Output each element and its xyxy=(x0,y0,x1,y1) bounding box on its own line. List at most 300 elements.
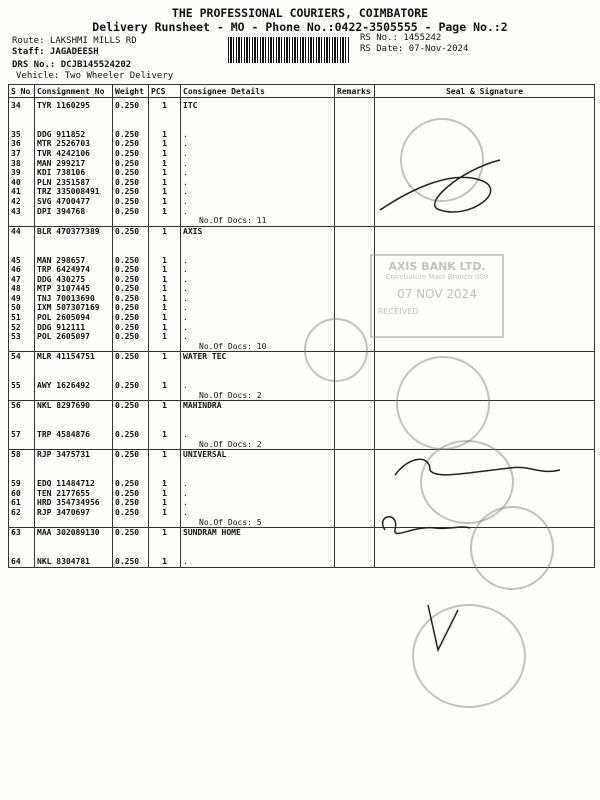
consignee-cell xyxy=(181,538,335,548)
consignment-cell xyxy=(35,460,113,470)
weight-cell: 0.250 xyxy=(113,197,149,207)
consignment-cell: MAA 302089130 xyxy=(35,528,113,538)
sno-cell xyxy=(9,216,35,226)
consignee-cell: . xyxy=(181,294,335,304)
sno-cell xyxy=(9,236,35,246)
sundram-signature xyxy=(418,600,478,660)
sno-cell xyxy=(9,538,35,548)
weight-cell xyxy=(113,236,149,246)
pcs-cell xyxy=(149,518,181,528)
pcs-cell: 1 xyxy=(149,256,181,266)
remarks-cell xyxy=(335,130,375,140)
consignee-cell xyxy=(181,547,335,557)
pcs-cell: 1 xyxy=(149,275,181,285)
sno-cell: 58 xyxy=(9,450,35,460)
consignee-cell: . xyxy=(181,508,335,518)
table-row xyxy=(9,381,595,391)
rs-date-label: RS Date: 07-Nov-2024 xyxy=(360,44,469,54)
col-sno: S No xyxy=(9,85,35,98)
table-row xyxy=(9,430,595,440)
consignment-cell: TYR 1160295 xyxy=(35,98,113,111)
table-row xyxy=(9,372,595,382)
consignee-cell: AXIS xyxy=(181,226,335,236)
consignment-cell xyxy=(35,372,113,382)
table-row xyxy=(9,303,595,313)
table-row xyxy=(9,98,595,111)
consignee-cell: . xyxy=(181,303,335,313)
consignee-cell xyxy=(181,470,335,480)
consignee-cell: . xyxy=(181,159,335,169)
table-row xyxy=(9,246,595,256)
pcs-cell: 1 xyxy=(149,207,181,217)
pcs-cell: 1 xyxy=(149,401,181,411)
consignment-cell xyxy=(35,342,113,352)
table-row xyxy=(9,440,595,450)
sno-cell: 40 xyxy=(9,178,35,188)
weight-cell: 0.250 xyxy=(113,430,149,440)
sno-cell: 52 xyxy=(9,323,35,333)
pcs-cell: 1 xyxy=(149,197,181,207)
remarks-cell xyxy=(335,98,375,111)
weight-cell: 0.250 xyxy=(113,149,149,159)
pcs-cell: 1 xyxy=(149,557,181,567)
consignee-cell: . xyxy=(181,284,335,294)
axis-stamp-date: 07 NOV 2024 xyxy=(397,287,477,301)
pcs-cell: 1 xyxy=(149,168,181,178)
remarks-cell xyxy=(335,284,375,294)
weight-cell: 0.250 xyxy=(113,275,149,285)
remarks-cell xyxy=(335,111,375,121)
remarks-cell xyxy=(335,275,375,285)
weight-cell: 0.250 xyxy=(113,98,149,111)
consignee-cell xyxy=(181,411,335,421)
consignee-cell: . xyxy=(181,275,335,285)
pcs-cell: 1 xyxy=(149,352,181,362)
table-row xyxy=(9,411,595,421)
consignment-cell: DDG 430275 xyxy=(35,275,113,285)
pcs-cell: 1 xyxy=(149,130,181,140)
consignment-cell: MTP 3107445 xyxy=(35,284,113,294)
consignment-cell: RJP 3470697 xyxy=(35,508,113,518)
remarks-cell xyxy=(335,120,375,130)
sno-cell xyxy=(9,411,35,421)
weight-cell: 0.250 xyxy=(113,130,149,140)
consignee-cell: . xyxy=(181,489,335,499)
weight-cell: 0.250 xyxy=(113,332,149,342)
weight-cell: 0.250 xyxy=(113,557,149,567)
consignment-cell xyxy=(35,362,113,372)
table-row xyxy=(9,352,595,362)
table-row xyxy=(9,421,595,431)
consignee-cell: No.Of Docs: 5 xyxy=(181,518,335,528)
sno-cell: 46 xyxy=(9,265,35,275)
weight-cell: 0.250 xyxy=(113,489,149,499)
table-row xyxy=(9,111,595,121)
pcs-cell: 1 xyxy=(149,479,181,489)
sno-cell: 60 xyxy=(9,489,35,499)
col-weight: Weight xyxy=(113,85,149,98)
pcs-cell xyxy=(149,391,181,401)
sno-cell xyxy=(9,547,35,557)
weight-cell: 0.250 xyxy=(113,401,149,411)
sno-cell xyxy=(9,470,35,480)
sno-cell: 38 xyxy=(9,159,35,169)
remarks-cell xyxy=(335,489,375,499)
sno-cell xyxy=(9,391,35,401)
consignment-cell: DDG 912111 xyxy=(35,323,113,333)
pcs-cell: 1 xyxy=(149,381,181,391)
sno-cell: 54 xyxy=(9,352,35,362)
remarks-cell xyxy=(335,401,375,411)
consignment-cell xyxy=(35,246,113,256)
consignee-cell: . xyxy=(181,265,335,275)
remarks-cell xyxy=(335,236,375,246)
universal-stamp xyxy=(470,506,554,590)
remarks-cell xyxy=(335,381,375,391)
pcs-cell xyxy=(149,342,181,352)
sno-cell xyxy=(9,372,35,382)
consignment-cell xyxy=(35,111,113,121)
pcs-cell: 1 xyxy=(149,332,181,342)
watertec-stamp xyxy=(396,356,490,450)
sno-cell: 35 xyxy=(9,130,35,140)
sno-cell: 62 xyxy=(9,508,35,518)
remarks-cell xyxy=(335,430,375,440)
table-row xyxy=(9,391,595,401)
table-row xyxy=(9,139,595,149)
consignment-cell: HRD 354734956 xyxy=(35,498,113,508)
table-row xyxy=(9,265,595,275)
remarks-cell xyxy=(335,178,375,188)
weight-cell: 0.250 xyxy=(113,313,149,323)
consignment-cell xyxy=(35,518,113,528)
pcs-cell: 1 xyxy=(149,313,181,323)
consignee-cell: . xyxy=(181,498,335,508)
consignee-cell: . xyxy=(181,207,335,217)
sno-cell: 49 xyxy=(9,294,35,304)
staff-label: Staff: JAGADEESH xyxy=(12,47,99,57)
sno-cell: 59 xyxy=(9,479,35,489)
weight-cell: 0.250 xyxy=(113,256,149,266)
sno-cell xyxy=(9,120,35,130)
sno-cell xyxy=(9,246,35,256)
col-pcs: PCS xyxy=(149,85,181,98)
remarks-cell xyxy=(335,450,375,460)
sno-cell: 39 xyxy=(9,168,35,178)
remarks-cell xyxy=(335,168,375,178)
seal-cell xyxy=(375,352,595,362)
consignment-cell: DDG 911852 xyxy=(35,130,113,140)
pcs-cell: 1 xyxy=(149,294,181,304)
weight-cell: 0.250 xyxy=(113,479,149,489)
remarks-cell xyxy=(335,265,375,275)
consignment-cell xyxy=(35,470,113,480)
sno-cell: 48 xyxy=(9,284,35,294)
weight-cell xyxy=(113,440,149,450)
weight-cell: 0.250 xyxy=(113,168,149,178)
weight-cell: 0.250 xyxy=(113,178,149,188)
consignee-cell: . xyxy=(181,187,335,197)
pcs-cell: 1 xyxy=(149,450,181,460)
pcs-cell: 1 xyxy=(149,489,181,499)
universal-signature xyxy=(375,510,475,560)
consignment-cell: TRP 4584876 xyxy=(35,430,113,440)
weight-cell: 0.250 xyxy=(113,323,149,333)
weight-cell xyxy=(113,216,149,226)
weight-cell: 0.250 xyxy=(113,139,149,149)
weight-cell: 0.250 xyxy=(113,352,149,362)
consignee-cell: . xyxy=(181,139,335,149)
weight-cell xyxy=(113,538,149,548)
weight-cell xyxy=(113,470,149,480)
consignment-cell: MAN 299217 xyxy=(35,159,113,169)
sno-cell: 57 xyxy=(9,430,35,440)
consignee-cell xyxy=(181,460,335,470)
consignee-cell: No.Of Docs: 10 xyxy=(181,342,335,352)
consignment-cell xyxy=(35,236,113,246)
axis-stamp-branch: Coimbatore Main Branch-009 xyxy=(385,273,489,281)
pcs-cell xyxy=(149,421,181,431)
consignee-cell xyxy=(181,421,335,431)
weight-cell xyxy=(113,246,149,256)
table-row xyxy=(9,256,595,266)
consignment-cell: EDQ 11484712 xyxy=(35,479,113,489)
consignment-cell: TVR 4242106 xyxy=(35,149,113,159)
pcs-cell: 1 xyxy=(149,159,181,169)
consignee-cell: . xyxy=(181,313,335,323)
sno-cell: 43 xyxy=(9,207,35,217)
axis-round-stamp xyxy=(304,318,368,382)
consignment-cell: TRP 6424974 xyxy=(35,265,113,275)
table-row xyxy=(9,323,595,333)
weight-cell: 0.250 xyxy=(113,381,149,391)
table-row xyxy=(9,401,595,411)
consignment-cell xyxy=(35,216,113,226)
rs-no-label: RS No.: 1455242 xyxy=(360,33,442,43)
remarks-cell xyxy=(335,187,375,197)
consignment-cell: NKL 8297690 xyxy=(35,401,113,411)
sno-cell: 47 xyxy=(9,275,35,285)
consignee-cell: MAHINDRA xyxy=(181,401,335,411)
remarks-cell xyxy=(335,528,375,538)
weight-cell xyxy=(113,421,149,431)
consignee-cell: SUNDRAM HOME xyxy=(181,528,335,538)
consignment-cell xyxy=(35,391,113,401)
consignee-cell: . xyxy=(181,430,335,440)
consignment-cell: MTR 2526703 xyxy=(35,139,113,149)
col-consignment: Consignment No xyxy=(35,85,113,98)
sno-cell: 41 xyxy=(9,187,35,197)
consignee-cell: . xyxy=(181,332,335,342)
pcs-cell: 1 xyxy=(149,284,181,294)
remarks-cell xyxy=(335,508,375,518)
seal-cell xyxy=(375,120,595,130)
axis-stamp-received: RECEIVED xyxy=(378,307,419,316)
pcs-cell: 1 xyxy=(149,528,181,538)
consignee-cell: . xyxy=(181,149,335,159)
remarks-cell xyxy=(335,139,375,149)
consignment-cell xyxy=(35,547,113,557)
remarks-cell xyxy=(335,470,375,480)
pcs-cell xyxy=(149,538,181,548)
sno-cell xyxy=(9,460,35,470)
route-label: Route: LAKSHMI MILLS RD xyxy=(12,36,137,46)
consignment-cell: POL 2605094 xyxy=(35,313,113,323)
remarks-cell xyxy=(335,216,375,226)
axis-bank-stamp xyxy=(370,254,504,338)
table-row xyxy=(9,284,595,294)
pcs-cell xyxy=(149,216,181,226)
weight-cell xyxy=(113,547,149,557)
sno-cell: 63 xyxy=(9,528,35,538)
table-row xyxy=(9,362,595,372)
sno-cell: 51 xyxy=(9,313,35,323)
sno-cell: 45 xyxy=(9,256,35,266)
seal-cell xyxy=(375,98,595,111)
consignee-cell: No.Of Docs: 11 xyxy=(181,216,335,226)
drs-label: DRS No.: DCJB145524202 xyxy=(12,60,132,70)
remarks-cell xyxy=(335,391,375,401)
weight-cell xyxy=(113,460,149,470)
consignment-cell xyxy=(35,421,113,431)
weight-cell: 0.250 xyxy=(113,528,149,538)
pcs-cell: 1 xyxy=(149,498,181,508)
weight-cell xyxy=(113,342,149,352)
weight-cell xyxy=(113,372,149,382)
remarks-cell xyxy=(335,538,375,548)
mahindra-signature xyxy=(390,450,570,490)
consignment-cell: RJP 3475731 xyxy=(35,450,113,460)
table-row xyxy=(9,120,595,130)
weight-cell xyxy=(113,391,149,401)
consignee-cell xyxy=(181,120,335,130)
consignment-cell: IXM 507307169 xyxy=(35,303,113,313)
consignment-cell xyxy=(35,411,113,421)
pcs-cell xyxy=(149,111,181,121)
pcs-cell: 1 xyxy=(149,323,181,333)
consignment-cell: TRZ 335008491 xyxy=(35,187,113,197)
pcs-cell xyxy=(149,246,181,256)
consignee-cell: WATER TEC xyxy=(181,352,335,362)
sno-cell: 34 xyxy=(9,98,35,111)
consignee-cell: . xyxy=(181,197,335,207)
table-row xyxy=(9,313,595,323)
consignment-cell xyxy=(35,440,113,450)
itc-signature xyxy=(370,150,530,240)
remarks-cell xyxy=(335,518,375,528)
consignment-cell: KDI 738106 xyxy=(35,168,113,178)
consignment-cell: TNJ 70013690 xyxy=(35,294,113,304)
weight-cell: 0.250 xyxy=(113,265,149,275)
sno-cell xyxy=(9,362,35,372)
weight-cell: 0.250 xyxy=(113,207,149,217)
pcs-cell: 1 xyxy=(149,139,181,149)
consignment-cell: POL 2605097 xyxy=(35,332,113,342)
consignee-cell xyxy=(181,236,335,246)
sno-cell: 56 xyxy=(9,401,35,411)
consignment-cell xyxy=(35,538,113,548)
remarks-cell xyxy=(335,421,375,431)
sno-cell xyxy=(9,440,35,450)
consignee-cell: . xyxy=(181,168,335,178)
sno-cell: 53 xyxy=(9,332,35,342)
weight-cell: 0.250 xyxy=(113,294,149,304)
table-header-row xyxy=(9,85,595,98)
weight-cell xyxy=(113,120,149,130)
table-row xyxy=(9,332,595,342)
consignment-cell: DPI 394768 xyxy=(35,207,113,217)
pcs-cell: 1 xyxy=(149,178,181,188)
pcs-cell xyxy=(149,120,181,130)
consignee-cell: UNIVERSAL xyxy=(181,450,335,460)
pcs-cell: 1 xyxy=(149,508,181,518)
pcs-cell: 1 xyxy=(149,98,181,111)
remarks-cell xyxy=(335,557,375,567)
weight-cell: 0.250 xyxy=(113,303,149,313)
pcs-cell: 1 xyxy=(149,303,181,313)
consignment-cell: SVG 4700477 xyxy=(35,197,113,207)
weight-cell: 0.250 xyxy=(113,450,149,460)
remarks-cell xyxy=(335,256,375,266)
consignment-cell: MLR 41154751 xyxy=(35,352,113,362)
weight-cell xyxy=(113,518,149,528)
consignee-cell: No.Of Docs: 2 xyxy=(181,391,335,401)
consignee-cell: . xyxy=(181,479,335,489)
weight-cell: 0.250 xyxy=(113,159,149,169)
remarks-cell xyxy=(335,460,375,470)
consignee-cell: . xyxy=(181,130,335,140)
pcs-cell xyxy=(149,440,181,450)
weight-cell xyxy=(113,111,149,121)
axis-stamp-name: AXIS BANK LTD. xyxy=(388,260,486,273)
sno-cell xyxy=(9,421,35,431)
table-row xyxy=(9,342,595,352)
weight-cell xyxy=(113,411,149,421)
seal-cell xyxy=(375,342,595,352)
consignee-cell: . xyxy=(181,557,335,567)
table-row xyxy=(9,294,595,304)
consignee-cell: . xyxy=(181,381,335,391)
remarks-cell xyxy=(335,547,375,557)
consignee-cell: . xyxy=(181,323,335,333)
weight-cell: 0.250 xyxy=(113,284,149,294)
consignee-cell: No.Of Docs: 2 xyxy=(181,440,335,450)
sno-cell: 42 xyxy=(9,197,35,207)
consignee-cell: ITC xyxy=(181,98,335,111)
weight-cell: 0.250 xyxy=(113,498,149,508)
consignment-cell xyxy=(35,120,113,130)
pcs-cell xyxy=(149,460,181,470)
consignment-cell: MAN 298657 xyxy=(35,256,113,266)
pcs-cell: 1 xyxy=(149,226,181,236)
col-seal: Seal & Signature xyxy=(375,85,595,98)
col-remarks: Remarks xyxy=(335,85,375,98)
sno-cell: 61 xyxy=(9,498,35,508)
consignee-cell xyxy=(181,372,335,382)
remarks-cell xyxy=(335,479,375,489)
table-row xyxy=(9,130,595,140)
barcode xyxy=(228,37,350,63)
remarks-cell xyxy=(335,197,375,207)
sno-cell xyxy=(9,111,35,121)
weight-cell xyxy=(113,362,149,372)
pcs-cell xyxy=(149,236,181,246)
weight-cell: 0.250 xyxy=(113,187,149,197)
remarks-cell xyxy=(335,226,375,236)
sno-cell: 50 xyxy=(9,303,35,313)
pcs-cell: 1 xyxy=(149,149,181,159)
remarks-cell xyxy=(335,149,375,159)
